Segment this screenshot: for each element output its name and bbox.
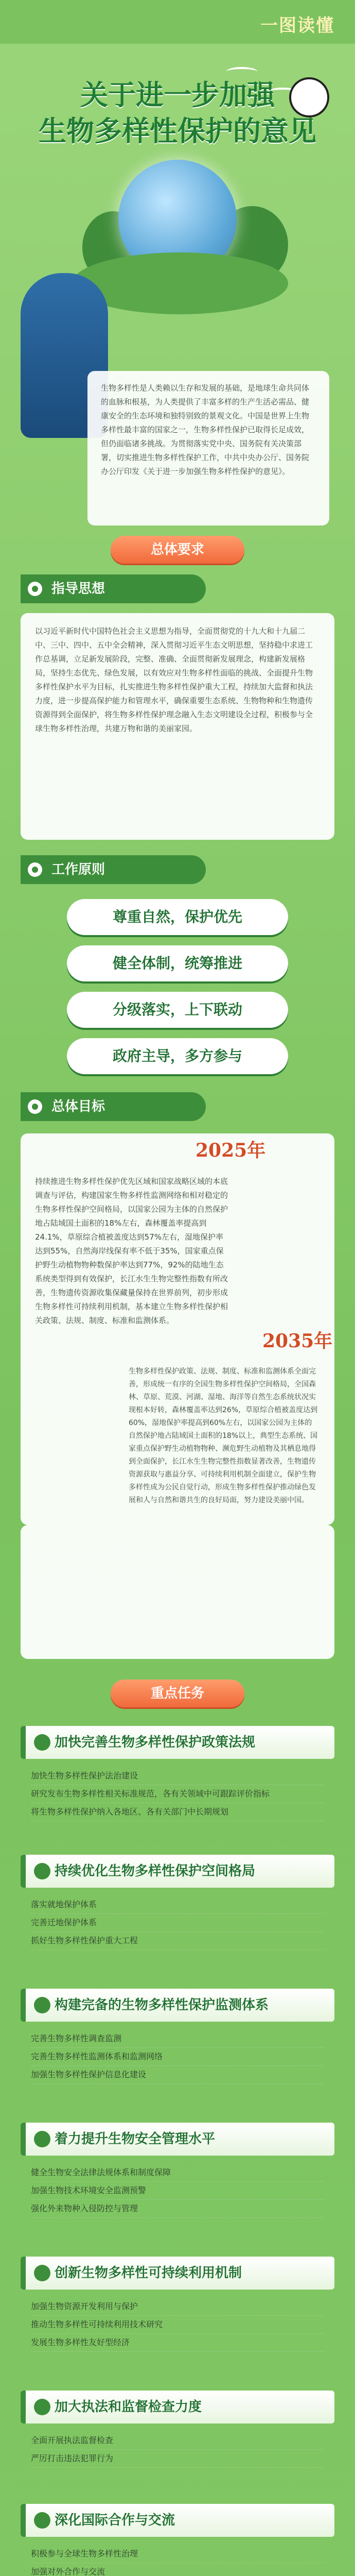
intro-text: 生物多样性是人类赖以生存和发展的基础，是地球生命共同体的血脉和根基，为人类提供了丰富多样的生产生活必需品、健康安全的生态环境和独特别致的景观文化。中国是世界上生物多样性最丰富的国家之一，生物多样性保护已取得长足成效，但仍面临诸多挑战。为贯彻落实党中央、国务院有关决策部署，切实推进生物多样性保护工作，中共中央办公厅、国务院办公厅印发《关于进一步加强生物多样性保护的意见》。 [87, 371, 329, 526]
task-5-items [31, 2298, 324, 2352]
task-1-heading [21, 1726, 334, 1759]
task-title: 创新生物多样性可持续利用机制 [55, 2265, 242, 2281]
task-title: 构建完备的生物多样性保护监测体系 [55, 1997, 269, 2013]
task-5-heading [21, 2257, 334, 2290]
task-item: 将生物多样性保护纳入各地区、各有关部门中长期规划 [31, 1803, 324, 1821]
overall-goals-heading: 总体目标 [21, 1092, 206, 1121]
brand-logo: 一图读懂 [260, 15, 334, 36]
guiding-ideology-card [21, 613, 334, 840]
task-7-heading [21, 2504, 334, 2537]
task-item: 落实就地保护体系 [31, 1896, 324, 1914]
task-bullet-icon [34, 1863, 50, 1879]
task-title: 加快完善生物多样性保护政策法规 [55, 1735, 256, 1750]
principle-item: 分级落实，上下联动 [67, 992, 288, 1028]
task-item: 全面开展执法监督检查 [31, 2432, 324, 2450]
work-principles-heading: 工作原则 [21, 855, 206, 884]
task-item: 完善迁地保护体系 [31, 1914, 324, 1932]
task-item: 加强生物技术环境安全监测预警 [31, 2182, 324, 2200]
task-item: 加强生物多样性保护信息化建设 [31, 2066, 324, 2084]
section-key-tasks: 重点任务 [111, 1680, 244, 1707]
title-line-1: 关于进一步加强 [80, 79, 275, 111]
task-title: 持续优化生物多样性保护空间格局 [55, 1863, 256, 1879]
task-item: 加强生物资源开发利用与保护 [31, 2298, 324, 2316]
task-6-heading [21, 2391, 334, 2424]
task-item: 加强对外合作与交流 [31, 2563, 324, 2576]
task-item: 完善生物多样性调查监测 [31, 2030, 324, 2048]
goal-2035-year: 2035年 [262, 1330, 333, 1352]
task-2-heading [21, 1855, 334, 1888]
task-4-heading [21, 2123, 334, 2156]
task-6-items [31, 2432, 324, 2468]
task-item: 健全生物安全法律法规体系和制度保障 [31, 2164, 324, 2182]
task-7-items [31, 2545, 324, 2576]
task-item: 发展生物多样性友好型经济 [31, 2334, 324, 2352]
task-bullet-icon [34, 2399, 50, 2415]
task-4-items [31, 2164, 324, 2218]
task-1-items [31, 1767, 324, 1821]
principle-item: 政府主导，多方参与 [67, 1038, 288, 1074]
task-bullet-icon [34, 1997, 50, 2013]
goal-2035-text: 生物多样性保护政策、法规、制度、标准和监测体系全面完善，形成统一有序的全国生物多样性保护空间格局，全国森林、草原、荒漠、河湖、湿地、海洋等自然生态系统状况实现根本好转，森林覆盖率达到26%，草原综合植被盖度达到60%，湿地保护率提高到60%左右，以国家公园为主体的自然保护地占陆域国土面积的18%以上，典型生态系统、国家重点保护野生动植物物种、濒危野生动植物及其栖息地得到全面保护，长江水生生物完整性指数显著改善，生物遗传资源获取与惠益分享、可持续利用机制全面建立，保护生物多样性成为公民自觉行动，形成生物多样性保护推动绿色发展和人与自然和谐共生的良好局面，努力建设美丽中国。 [129, 1367, 318, 1504]
principle-item: 健全体制，统筹推进 [67, 945, 288, 981]
guiding-ideology-heading: 指导思想 [21, 574, 206, 603]
task-bullet-icon [34, 2512, 50, 2529]
bird-icon [226, 67, 257, 76]
title-line-2: 生物多样性保护的意见 [39, 115, 316, 147]
principle-item: 尊重自然，保护优先 [67, 899, 288, 935]
guiding-ideology-text: 以习近平新时代中国特色社会主义思想为指导，全面贯彻党的十九大和十九届二中、三中、四中、五中全会精神，深入贯彻习近平生态文明思想，坚持稳中求进工作总基调，立足新发展阶段，完整、准确、全面贯彻新发展理念，构建新发展格局，坚持生态优先、绿色发展，以有效应对生物多样性面临的挑战、全面提升生物多样性保护水平为目标，扎实推进生物多样性保护重大工程，持续加大监督和执法力度，进一步提高保护能力和管理水平，确保重要生态系统、生物物种和生物遗传资源得到全面保护，将生物多样性保护理念融入生态文明建设全过程，积极参与全球生物多样性治理，共建万物和谐的美丽家园。 [35, 626, 313, 733]
task-item: 完善生物多样性监测体系和监测网络 [31, 2048, 324, 2066]
task-3-heading [21, 1989, 334, 2022]
goal-2025-text: 持续推进生物多样性保护优先区域和国家战略区域的本底调查与评估，构建国家生物多样性监测网络和相对稳定的生物多样性保护空间格局，以国家公园为主体的自然保护地占陆域国土面积的18%左右，森林覆盖率提高到24.1%，草原综合植被盖度达到57%左右，湿地保护率达到55%，自然海岸线保有率不低于35%，国家重点保护野生动植物物种数保护率达到77%，92%的陆地生态系统类型得到有效保护，长江水生生物完整性指数有所改善，生物遗传资源收集保藏量保持在世界前列，初步形成生物多样性可持续利用机制，基本建立生物多样性保护相关政策、法规、制度、标准和监测体系。 [35, 1177, 228, 1325]
task-bullet-icon [34, 2265, 50, 2281]
goal-2025-year: 2025年 [196, 1140, 266, 1161]
task-bullet-icon [34, 2131, 50, 2147]
task-2-items [31, 1896, 324, 1950]
task-title: 加大执法和监督检查力度 [55, 2399, 202, 2415]
task-item: 研究发布生物多样性相关标准规范，各有关领域中可跟踪评价指标 [31, 1785, 324, 1803]
task-item: 推动生物多样性可持续利用技术研究 [31, 2316, 324, 2334]
task-item: 积极参与全球生物多样性治理 [31, 2545, 324, 2563]
task-item: 加快生物多样性保护法治建设 [31, 1767, 324, 1785]
section-overall-requirements: 总体要求 [111, 536, 244, 564]
task-title: 着力提升生物安全管理水平 [55, 2131, 216, 2147]
task-3-items [31, 2030, 324, 2084]
task-bullet-icon [34, 1734, 50, 1751]
task-title: 深化国际合作与交流 [55, 2513, 175, 2528]
goals-card-continued [21, 1525, 334, 1659]
task-item: 强化外来物种入侵防控与管理 [31, 2200, 324, 2218]
task-item: 抓好生物多样性保护重大工程 [31, 1932, 324, 1950]
task-item: 严厉打击违法犯罪行为 [31, 2450, 324, 2468]
goals-card [21, 1133, 334, 1525]
